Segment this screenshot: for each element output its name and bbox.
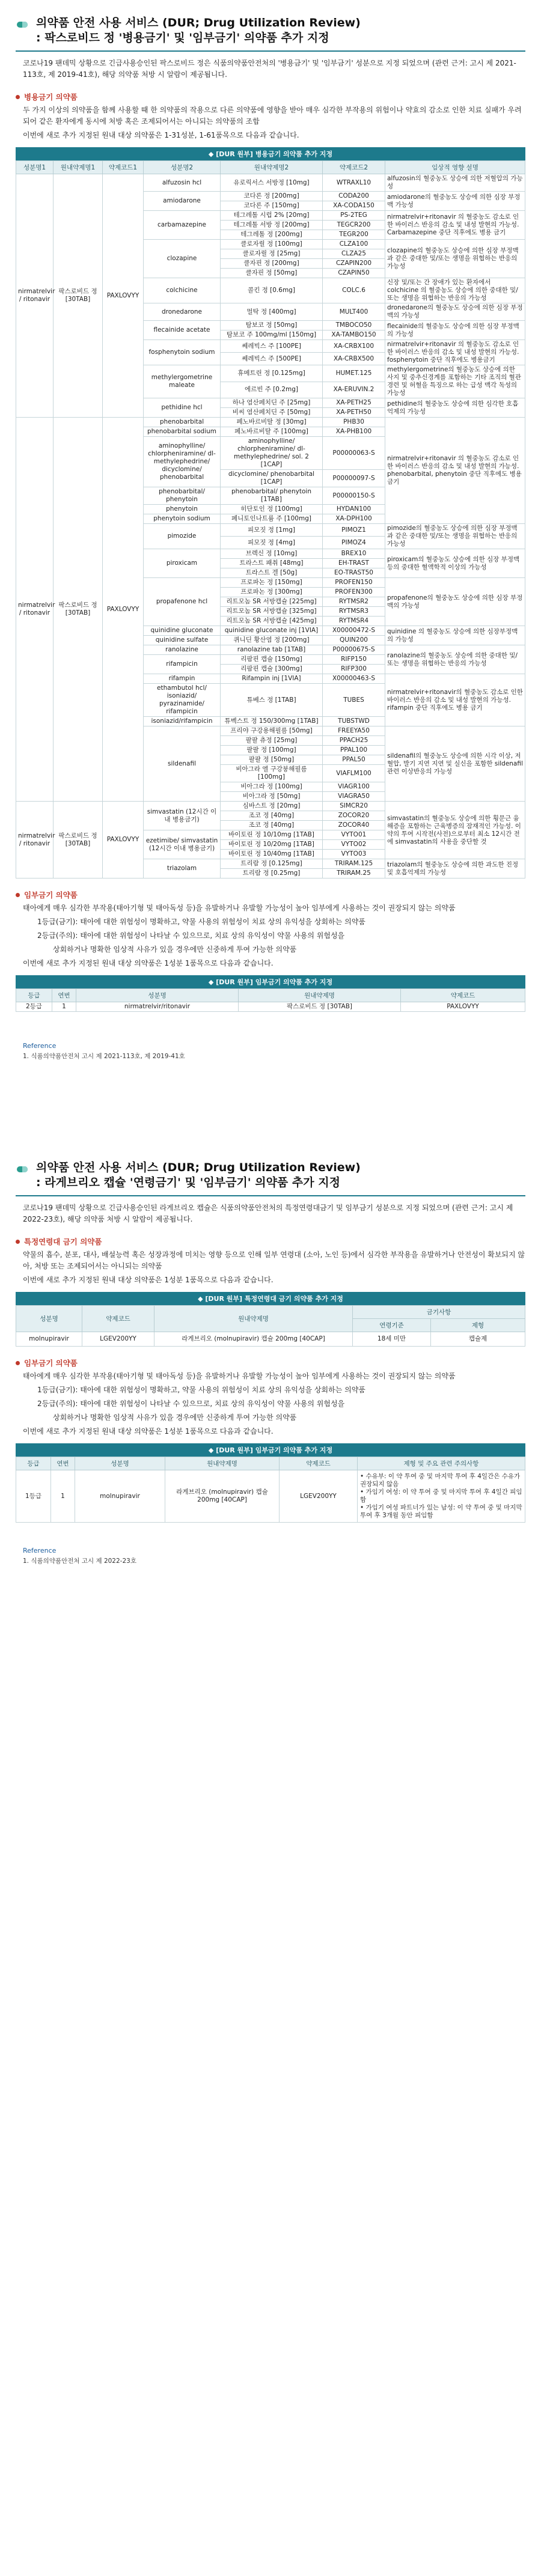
col-grade: 등급	[16, 989, 52, 1002]
drug-name-cell: 비아그라 정 [100mg]	[221, 782, 323, 792]
clinical-note-cell: piroxicam의 혈중농도 상승에 의한 심장 부정맥 등의 중대한 혈액학적 이상의 가능성	[385, 549, 525, 578]
ingredient-cell: piroxicam	[144, 549, 221, 578]
grade1-text: 1등급(금기): 태아에 대한 위험성이 명확하고, 약물 사용의 위험성이 치료 상의 유익성을 상회하는 의약품	[37, 918, 365, 926]
clinical-note-cell: propafenone의 혈중농도 상승에 의한 심장 부정맥의 가능성	[385, 578, 525, 626]
drug-code-cell: PPACH25	[323, 736, 385, 746]
drug-code-cell: RIFP150	[323, 655, 385, 665]
drug-name-cell: 트리람 정 [0.125mg]	[221, 859, 323, 869]
drug-code-cell: XA-CRBX100	[323, 340, 385, 353]
drug-name-cell: 프리야 구강용해필름 [50mg]	[221, 726, 323, 736]
reference-heading: Reference	[23, 1042, 57, 1050]
col-code: 약제코드	[401, 989, 525, 1002]
drug-name-cell: 트리람 정 [0.25mg]	[221, 869, 323, 878]
drug-code-cell: P00000150-S	[323, 487, 385, 505]
clinical-note-cell: dronedarone의 혈중농도 상승에 의한 심장 부정맥의 가능성	[385, 303, 525, 321]
drug-name-cell: dicyclomine/ phenobarbital [1CAP]	[221, 470, 323, 487]
drug-code-cell: SIMCR20	[323, 802, 385, 811]
cell: PAXLOVYY	[401, 1002, 525, 1012]
preg-count-text: 이번에 새로 추가 지정된 원내 대상 의약품은 1성분 1품목으로 다음과 같습니다.	[23, 1427, 274, 1436]
ingredient-cell: pimozide	[144, 524, 221, 549]
ingredient-cell: aminophylline/ chlorpheniramine/ dl-methylephedrine/ dicyclomine/ phenobarbital	[144, 437, 221, 487]
drug-code-cell: RIFP300	[323, 665, 385, 674]
clinical-note-cell: flecainide의 혈중농도 상승에 의한 심장 부정맥의 가능성	[385, 321, 525, 340]
drug-name-cell: 팔팔 츄정 [25mg]	[221, 736, 323, 746]
drug-name-cell: 팔팔 정 [50mg]	[221, 755, 323, 765]
ingredient-cell: ranolazine	[144, 645, 221, 655]
drug-name-cell: 조코 정 [40mg]	[221, 811, 323, 821]
clinical-note-cell: clozapine의 혈중농도 상승에 의한 심장 부정맥과 같은 중대한 및/또는 생명을 위협하는 반응의 가능성	[385, 240, 525, 278]
drug-name-cell: 클자핀 정 [50mg]	[221, 269, 323, 278]
drug-code-cell: CZAPIN50	[323, 269, 385, 278]
table-row	[16, 802, 525, 811]
clinical-note-cell: simvastatin의 혈중농도 상승에 의한 횡문근 융해증을 포함하는 근육병증의 잠재적인 가능성. 이 약의 투여 시작전(사전)으로부터 최소 12시간 전에 simvastatin의 사용을 중단할 것	[385, 802, 525, 859]
cell: nirmatrelvir/ritonavir	[76, 1002, 239, 1012]
ingredient-cell: isoniazid/rifampicin	[144, 717, 221, 726]
bullet-icon	[16, 1240, 20, 1244]
drug-code-cell: HUMET.125	[323, 365, 385, 382]
drug-name-cell: 브렉신 정 [10mg]	[221, 549, 323, 559]
drug-code-cell: XA-CODA150	[323, 201, 385, 211]
base-drug-cell: PAXLOVYY	[103, 802, 144, 878]
drug-name-cell: quinidine gluconate inj [1VIA]	[221, 626, 323, 636]
reference-item: 1. 식품의약품안전처 고시 제 2021-113호, 제 2019-41호	[23, 1053, 185, 1060]
drug-name-cell: 클로자릴 정 [25mg]	[221, 249, 323, 259]
ingredient-cell: colchicine	[144, 278, 221, 303]
drug-code-cell: ZOCOR40	[323, 821, 385, 830]
lagevrio-section	[0, 1145, 541, 1565]
clinical-note-cell: quinidine 의 혈중농도 상승에 의한 심장부정맥의 가능성	[385, 626, 525, 645]
drug-code-cell: PIMOZ1	[323, 524, 385, 537]
col-no: 연번	[52, 989, 76, 1002]
clinical-note-cell: 신장 및/또는 간 장애가 있는 환자에서 colchicine 의 혈중농도 상승에 의한 중대한 및/또는 생명을 위협하는 반응의 가능성	[385, 278, 525, 303]
ingredient-cell: quinidine sulfate	[144, 636, 221, 645]
ingredient-cell: rifampin	[144, 674, 221, 684]
drug-name-cell: 테그레톨 정 [200mg]	[221, 230, 323, 240]
drug-code-cell: VYTO03	[323, 850, 385, 859]
drug-name-cell: 유로릭서스 서방정 [10mg]	[221, 174, 323, 192]
col-form: 제형	[431, 1319, 525, 1332]
cell: 1등급	[16, 1470, 51, 1523]
ingredient-cell: ezetimibe/ simvastatin (12시간 이내 병용금기)	[144, 830, 221, 859]
ingredient-cell: rifampicin	[144, 655, 221, 674]
cell: 1	[51, 1470, 75, 1523]
cell: 18세 미만	[353, 1332, 431, 1347]
divider	[16, 50, 525, 52]
drug-name-cell: 튜베스 정 [1TAB]	[221, 684, 323, 717]
table-title: ◆ [DUR 원부] 임부금기 의약품 추가 지정	[16, 1443, 525, 1457]
drug-code-cell: QUIN200	[323, 636, 385, 645]
base-drug-cell: 팍스로비드 정 [30TAB]	[53, 418, 103, 802]
drug-name-cell: 심바스트 정 [20mg]	[221, 802, 323, 811]
section-subtitle: : 라게브리오 캡슐 '연령금기' 및 '임부금기' 의약품 추가 지정	[36, 1176, 340, 1189]
cell: molnupiravir	[16, 1332, 82, 1347]
section-subtitle: : 팍스로비드 정 '병용금기' 및 '임부금기' 의약품 추가 지정	[36, 31, 329, 44]
col-notes: 제형 및 주요 관련 주의사항	[358, 1457, 525, 1470]
col-contra: 금기사항	[353, 1306, 525, 1319]
drug-name-cell: 에르빈 주 [0.2mg]	[221, 382, 323, 398]
ingredient-cell: simvastatin (12시간 이내 병용금기)	[144, 802, 221, 830]
drug-name-cell: 비아그라 엘 구강붕해필름 [100mg]	[221, 765, 323, 782]
drug-name-cell: 휴메트린 정 [0.125mg]	[221, 365, 323, 382]
drug-code-cell: VYTO02	[323, 840, 385, 850]
drug-name-cell: 테그레톨 시럽 2% [20mg]	[221, 211, 323, 221]
drug-code-cell: HYDAN100	[323, 505, 385, 514]
base-drug-cell: nirmatrelvir / ritonavir	[16, 802, 53, 878]
drug-code-cell: P00000097-S	[323, 470, 385, 487]
clinical-note-cell: nirmatrelvir+ritonavir 의 혈중농도 감소로 인한 바이러스 반응의 감소 및 내성 발현의 가능성. phenobarbital, phenytoin 중단 직후에도 병용금기	[385, 418, 525, 524]
ingredient-cell: flecainide acetate	[144, 321, 221, 340]
drug-name-cell: 리팜핀 캡슐 [300mg]	[221, 665, 323, 674]
ingredient-cell: clozapine	[144, 240, 221, 278]
count-text: 이번에 새로 추가 지정된 원내 대상 의약품은 1-31성분, 1-61품목으로 다음과 같습니다.	[23, 131, 299, 139]
table-title: ◆ [DUR 원부] 병용금기 의약품 추가 지정	[16, 147, 525, 160]
col-code: 약제코드	[82, 1306, 154, 1332]
drug-code-cell: P00000063-S	[323, 437, 385, 470]
drug-code-cell: PROFEN150	[323, 578, 385, 588]
note-nursing: • 수유부: 이 약 투여 중 및 마지막 투여 후 4일간은 수유가 권장되지 않음	[360, 1473, 521, 1488]
drug-name-cell: 쎄레빅스 주 [500PE]	[221, 353, 323, 365]
drug-code-cell: XA-TAMBO150	[323, 330, 385, 340]
drug-name-cell: 리팜핀 캡슐 [150mg]	[221, 655, 323, 665]
intro-text: 코로나19 팬데믹 상황으로 긴급사용승인된 라게브리오 캡슐은 식품의약품안전처의 특정연령대금기 및 임부금기 성분으로 지정 되었으며 (관련 근거: 고시 제 2022-23호), 해당 의약품 처방 시 알람이 제공됩니다.	[23, 1204, 513, 1223]
drug-code-cell: TRIRAM.25	[323, 869, 385, 878]
preg-count-text: 이번에 새로 추가 지정된 원내 대상 의약품은 1성분 1품목으로 다음과 같습니다.	[23, 959, 274, 967]
drug-name-cell: 코다론 정 [200mg]	[221, 192, 323, 201]
col-header: 임상적 영향 설명	[385, 161, 525, 174]
cell: 캡슐제	[431, 1332, 525, 1347]
section-title: 의약품 안전 사용 서비스 (DUR; Drug Utilization Review)	[36, 1161, 361, 1174]
clinical-note-cell: amiodarone의 혈중농도 상승에 의한 심장 부정맥 가능성	[385, 192, 525, 211]
age-count-text: 이번에 새로 추가 지정된 원내 대상 의약품은 1성분 1품목으로 다음과 같습니다.	[23, 1276, 274, 1284]
drug-code-cell: CLZA100	[323, 240, 385, 249]
drug-name-cell: 쎄레빅스 주 [100PE]	[221, 340, 323, 353]
age-table	[16, 1292, 525, 1347]
bullet-icon	[16, 893, 20, 897]
drug-code-cell: XA-PETH50	[323, 408, 385, 418]
col-ingredient: 성분명	[76, 989, 239, 1002]
drug-name-cell: 프로파논 정 [300mg]	[221, 588, 323, 597]
drug-name-cell: 페노바르비탈 정 [30mg]	[221, 418, 323, 427]
ingredient-cell: carbamazepine	[144, 211, 221, 240]
table-row	[16, 418, 525, 427]
drug-name-cell: 리트모놈 SR 서방캡슐 [325mg]	[221, 607, 323, 617]
drug-code-cell: WTRAXL10	[323, 174, 385, 192]
grade2-text: 2등급(주의): 태아에 대한 위험성이 나타날 수 있으므로, 치료 상의 유익성이 약물 사용의 위험성을	[37, 1399, 345, 1408]
section-title: 의약품 안전 사용 서비스 (DUR; Drug Utilization Review)	[36, 16, 361, 29]
drug-name-cell: 콜킨 정 [0.6mg]	[221, 278, 323, 303]
col-header: 원내약제명2	[221, 161, 323, 174]
drug-code-cell: VIAGR100	[323, 782, 385, 792]
col-ingredient: 성분명	[16, 1306, 82, 1332]
ingredient-cell: triazolam	[144, 859, 221, 878]
ingredient-cell: methylergometrine maleate	[144, 365, 221, 398]
cell: 라게브리오 (molnupiravir) 캡슐 200mg [40CAP]	[165, 1470, 280, 1523]
drug-code-cell: PPAL100	[323, 746, 385, 755]
ingredient-cell: quinidine gluconate	[144, 626, 221, 636]
col-drug-name: 원내약제명	[165, 1457, 280, 1470]
col-age: 연령기준	[353, 1319, 431, 1332]
cell: 팍스로비드 정 [30TAB]	[239, 1002, 401, 1012]
base-drug-cell: nirmatrelvir / ritonavir	[16, 418, 53, 802]
ingredient-cell: phenobarbital sodium	[144, 427, 221, 437]
cell: molnupiravir	[75, 1470, 165, 1523]
drug-name-cell: 리트모놈 SR 서방캡슐 [425mg]	[221, 617, 323, 626]
definition-text: 두 가지 이상의 의약품을 함께 사용할 때 한 의약품의 작용으로 다른 의약품에 영향을 받아 매우 심각한 부작용의 위험이나 약효의 감소로 인한 치료 실패가 우려되어 같은 환자에게 동시에 처방 혹은 조제되어서는 아니되는 의약품의 조합	[23, 106, 522, 126]
drug-name-cell: phenobarbital/ phenytoin [1TAB]	[221, 487, 323, 505]
clinical-note-cell: nirmatrelvir+ritonavir 의 혈중농도 감소로 인한 바이러스 반응의 감소 및 내성 발현의 가능성. Carbamazepine 중단 직후에도 병용 금기	[385, 211, 525, 240]
grade2-text-cont: 상회하거나 명확한 임상적 사유가 있을 경우에만 신중하게 투여 가능한 의약품	[53, 1413, 297, 1422]
col-header: 약제코드2	[323, 161, 385, 174]
drug-code-cell: TMBOCO50	[323, 321, 385, 330]
clinical-note-cell: sildenafil의 혈중농도 상승에 의한 시각 이상, 저혈압, 발기 지연 지연 및 실신을 포함한 sildenafil 관련 이상반응의 가능성	[385, 726, 525, 802]
drug-name-cell: 탐보코 주 100mg/ml [150mg]	[221, 330, 323, 340]
drug-name-cell: 비아그라 정 [50mg]	[221, 792, 323, 802]
ingredient-cell: dronedarone	[144, 303, 221, 321]
drug-code-cell: VYTO01	[323, 830, 385, 840]
pill-icon	[16, 1163, 29, 1176]
col-ingredient: 성분명	[75, 1457, 165, 1470]
subheading-preg: 임부금기 의약품	[16, 1357, 525, 1368]
clinical-note-cell: nirmatrelvir+ritonavir 의 혈중농도 감소로 인한 바이러스 반응의 감소 및 내성 발현의 가능성. fosphenytoin 중단 직후에도 병용금기	[385, 340, 525, 365]
ingredient-cell: alfuzosin hcl	[144, 174, 221, 192]
drug-name-cell: 탐보코 정 [50mg]	[221, 321, 323, 330]
table-header-row	[16, 161, 525, 174]
col-no: 연번	[51, 1457, 75, 1470]
drug-code-cell: TUBSTWD	[323, 717, 385, 726]
drug-code-cell: CZAPIN200	[323, 259, 385, 269]
clinical-note-cell: alfuzosin의 혈중농도 상승에 의한 저혈압의 가능성	[385, 174, 525, 192]
drug-name-cell: 팔팔 정 [100mg]	[221, 746, 323, 755]
ingredient-cell: amiodarone	[144, 192, 221, 211]
subheading-age: 특정연령대 금기 의약품	[16, 1236, 525, 1247]
divider	[16, 1195, 525, 1196]
drug-code-cell: TEGR200	[323, 230, 385, 240]
preg-table	[16, 1443, 525, 1523]
drug-code-cell: TEGCR200	[323, 221, 385, 230]
preg-table	[16, 975, 525, 1012]
clinical-note-cell: triazolam의 혈중농도 상승에 의한 과도한 진정 및 호흡억제의 가능성	[385, 859, 525, 878]
age-definition: 약물의 흡수, 분포, 대사, 배설능력 혹은 성장과정에 미치는 영향 등으로 인해 일부 연령대 (소아, 노인 등)에서 심각한 부작용을 유발하거나 안전성이 확보되지 않아, 처방 또는 조제되어서는 아니되는 의약품	[23, 1250, 525, 1270]
preg-definition: 태아에게 매우 심각한 부작용(태아기형 및 태아독성 등)을 유발하거나 유발할 가능성이 높아 임부에게 사용하는 것이 권장되지 않는 의약품	[23, 1372, 456, 1380]
subheading-contra: 병용금기 의약품	[16, 91, 525, 102]
drug-code-cell: PIMOZ4	[323, 537, 385, 549]
drug-name-cell: 클자핀 정 [200mg]	[221, 259, 323, 269]
drug-code-cell: RYTMSR3	[323, 607, 385, 617]
drug-code-cell: PS-2TEG	[323, 211, 385, 221]
ingredient-cell: phenobarbital/ phenytoin	[144, 487, 221, 505]
drug-name-cell: 튜벡스트 정 150/300mg [1TAB]	[221, 717, 323, 726]
drug-code-cell: EH-TRAST	[323, 559, 385, 568]
drug-code-cell: VIAFLM100	[323, 765, 385, 782]
col-header: 원내약제명1	[53, 161, 103, 174]
drug-code-cell: PHB30	[323, 418, 385, 427]
table-row	[16, 174, 525, 192]
drug-name-cell: 클로자릴 정 [100mg]	[221, 240, 323, 249]
reference-heading: Reference	[23, 1547, 57, 1554]
table-title: ◆ [DUR 원부] 특정연령대 금기 의약품 추가 지정	[16, 1292, 525, 1305]
drug-code-cell: RYTMSR4	[323, 617, 385, 626]
cell: LGEV200YY	[82, 1332, 154, 1347]
drug-code-cell: VIAGRA50	[323, 792, 385, 802]
base-drug-cell: PAXLOVYY	[103, 174, 144, 418]
ingredient-cell: phenytoin	[144, 505, 221, 514]
drug-name-cell: Rifampin inj [1VIA]	[221, 674, 323, 684]
drug-code-cell: P00000675-S	[323, 645, 385, 655]
drug-code-cell: ZOCOR20	[323, 811, 385, 821]
ingredient-cell: pethidine hcl	[144, 398, 221, 418]
drug-name-cell: 페노바르비탈 주 [100mg]	[221, 427, 323, 437]
col-header: 약제코드1	[103, 161, 144, 174]
preg-definition: 태아에게 매우 심각한 부작용(태아기형 및 태아독성 등)을 유발하거나 유발할 가능성이 높아 임부에게 사용하는 것이 권장되지 않는 의약품	[23, 904, 456, 912]
table-row	[16, 1002, 525, 1012]
section-header	[0, 1145, 541, 1190]
drug-name-cell: ranolazine tab [1TAB]	[221, 645, 323, 655]
ingredient-cell: ethambutol hcl/ isoniazid/ pyrazinamide/ rifampicin	[144, 684, 221, 717]
cell: 라게브리오 (molnupiravir) 캡슐 200mg [40CAP]	[154, 1332, 353, 1347]
col-drug-name: 원내약제명	[239, 989, 401, 1002]
clinical-note-cell: ranolazine의 혈중농도 상승에 의한 중대한 및/또는 생명을 위협하는 반응의 가능성	[385, 645, 525, 674]
table-row	[16, 1470, 525, 1523]
drug-code-cell: X00000472-S	[323, 626, 385, 636]
drug-code-cell: PROFEN300	[323, 588, 385, 597]
drug-name-cell: 테그레톨 서방 정 [200mg]	[221, 221, 323, 230]
drug-name-cell: 트라스트 겔 [50g]	[221, 568, 323, 578]
drug-name-cell: 페니토인나트륨 주 [100mg]	[221, 514, 323, 524]
drug-code-cell: XA-CRBX500	[323, 353, 385, 365]
grade2-text-cont: 상회하거나 명확한 임상적 사유가 있을 경우에만 신중하게 투여 가능한 의약품	[53, 945, 297, 954]
drug-name-cell: aminophylline/ chlorpheniramine/ dl-methylephedrine/ sol. 2 [1CAP]	[221, 437, 323, 470]
drug-name-cell: 히단토인 정 [100mg]	[221, 505, 323, 514]
base-drug-cell: 팍스로비드 정 [30TAB]	[53, 174, 103, 418]
ingredient-cell: phenobarbital	[144, 418, 221, 427]
drug-code-cell: TRIRAM.125	[323, 859, 385, 869]
table-row	[16, 1332, 525, 1347]
bullet-icon	[16, 95, 20, 99]
contra-table	[16, 147, 525, 878]
grade2-text: 2등급(주의): 태아에 대한 위험성이 나타날 수 있으므로, 치료 상의 유익성이 약물 사용의 위험성을	[37, 931, 345, 940]
drug-code-cell: RYTMSR2	[323, 597, 385, 607]
drug-code-cell: FREEYA50	[323, 726, 385, 736]
drug-name-cell: 조코 정 [40mg]	[221, 821, 323, 830]
cell: 2등급	[16, 1002, 52, 1012]
section-header	[0, 0, 541, 46]
drug-name-cell: 바이토린 정 10/40mg [1TAB]	[221, 850, 323, 859]
paxlovid-section	[0, 0, 541, 1061]
note-women: • 가임기 여성: 이 약 투여 중 및 마지막 투여 후 4일간 피임함	[360, 1488, 522, 1503]
drug-code-cell: TUBES	[323, 684, 385, 717]
drug-name-cell: 멀탁 정 [400mg]	[221, 303, 323, 321]
drug-code-cell: EO-TRAST50	[323, 568, 385, 578]
drug-code-cell: XA-PETH25	[323, 398, 385, 408]
drug-code-cell: BREX10	[323, 549, 385, 559]
pill-icon	[16, 18, 29, 31]
drug-code-cell: MULT400	[323, 303, 385, 321]
ingredient-cell: phenytoin sodium	[144, 514, 221, 524]
col-code: 약제코드	[280, 1457, 358, 1470]
intro-text: 코로나19 팬데믹 상황으로 긴급사용승인된 팍스로비드 정은 식품의약품안전처의 '병용금기' 및 '임부금기' 성분으로 지정 되었으며 (관련 근거: 고시 제 2021-113호, 제 2019-41호), 해당 의약품 처방 시 알람이 제공됩니다.	[23, 59, 516, 79]
col-header: 성분명1	[16, 161, 53, 174]
col-header: 성분명2	[144, 161, 221, 174]
drug-name-cell: 리트모놈 SR 서방캡슐 [225mg]	[221, 597, 323, 607]
drug-code-cell: XA-DPH100	[323, 514, 385, 524]
clinical-note-cell: methylergometrine의 혈중농도 상승에 의한 사지 및 중추신경계를 포함하는 기타 조직의 혈관 경련 및 허혈을 특징으로 하는 급성 맥각 독성의 가능성	[385, 365, 525, 398]
clinical-note-cell: nirmatrelvir+ritonavir의 혈중농도 감소로 인한 바이러스 반응의 감소 및 내성 발현의 가능성. rifampin 중단 직후에도 병용 금기	[385, 674, 525, 726]
drug-name-cell: 하나 염산페치딘 주 [25mg]	[221, 398, 323, 408]
reference-item: 1. 식품의약품안전처 고시 제 2022-23호	[23, 1557, 136, 1565]
ingredient-cell: propafenone hcl	[144, 578, 221, 626]
drug-name-cell: 피모짓 정 [4mg]	[221, 537, 323, 549]
drug-name-cell: 바이토린 정 10/20mg [1TAB]	[221, 840, 323, 850]
cell: 1	[52, 1002, 76, 1012]
notes-cell	[358, 1470, 525, 1523]
drug-code-cell: PPAL50	[323, 755, 385, 765]
bullet-icon	[16, 1361, 20, 1365]
clinical-note-cell: pimozide의 혈중농도 상승에 의한 심장 부정맥과 같은 중대한 및/또는 생명을 위협하는 반응의 가능성	[385, 524, 525, 549]
drug-name-cell: 프로파논 정 [150mg]	[221, 578, 323, 588]
ingredient-cell: sildenafil	[144, 726, 221, 802]
base-drug-cell: PAXLOVYY	[103, 418, 144, 802]
drug-code-cell: CODA200	[323, 192, 385, 201]
cell: LGEV200YY	[280, 1470, 358, 1523]
drug-code-cell: X00000463-S	[323, 674, 385, 684]
drug-name-cell: 비씨 염산페치딘 주 [50mg]	[221, 408, 323, 418]
drug-code-cell: XA-ERUVIN.2	[323, 382, 385, 398]
base-drug-cell: 팍스로비드 정 [30TAB]	[53, 802, 103, 878]
drug-name-cell: 피모짓 정 [1mg]	[221, 524, 323, 537]
drug-code-cell: XA-PHB100	[323, 427, 385, 437]
drug-name-cell: 바이토린 정 10/10mg [1TAB]	[221, 830, 323, 840]
table-title: ◆ [DUR 원부] 임부금기 의약품 추가 지정	[16, 975, 525, 988]
clinical-note-cell: pethidine의 혈중농도 상승에 의한 심각한 호흡억제의 가능성	[385, 398, 525, 418]
subheading-preg: 임부금기 의약품	[16, 889, 525, 900]
drug-name-cell: 트라스트 패취 [48mg]	[221, 559, 323, 568]
ingredient-cell: fosphenytoin sodium	[144, 340, 221, 365]
note-men: • 가임기 여성 파트너가 있는 남성: 이 약 투여 중 및 마지막 투여 후 3개월 동안 피임함	[360, 1504, 522, 1519]
drug-name-cell: 퀴니딘 황산염 정 [200mg]	[221, 636, 323, 645]
drug-code-cell: CLZA25	[323, 249, 385, 259]
grade1-text: 1등급(금기): 태아에 대한 위험성이 명확하고, 약물 사용의 위험성이 치료 상의 유익성을 상회하는 의약품	[37, 1386, 365, 1394]
col-grade: 등급	[16, 1457, 51, 1470]
drug-name-cell: 코다론 주 [150mg]	[221, 201, 323, 211]
drug-code-cell: COLC.6	[323, 278, 385, 303]
col-drug-name: 원내약제명	[154, 1306, 353, 1332]
base-drug-cell: nirmatrelvir / ritonavir	[16, 174, 53, 418]
